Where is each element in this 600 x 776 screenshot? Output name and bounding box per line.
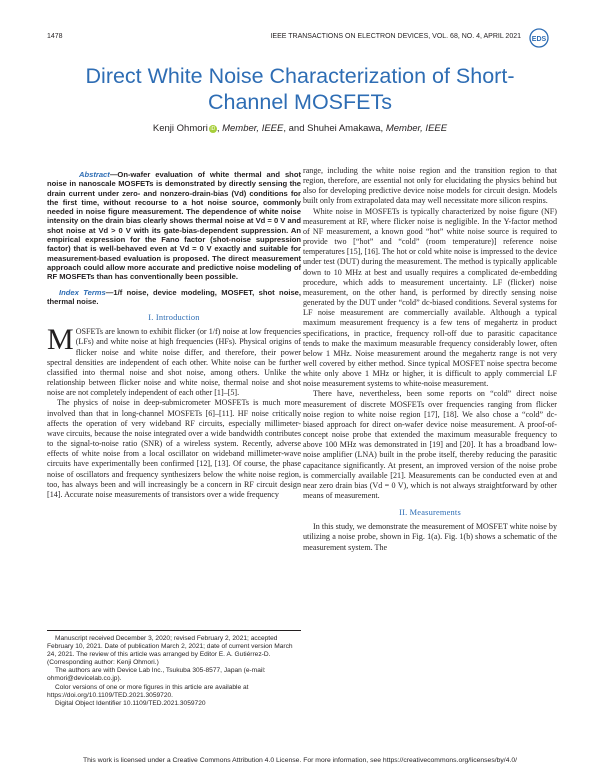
running-header <box>47 33 553 45</box>
body-paragraph: There have, nevertheless, been some reports on “cold” direct noise measurement of discrete MOSFETs over frequencies ranging from flicker noise region to white noise region [17], [18]. We also chose a “cold” dc-biased approach for direct on-wafer device noise measurement. A proof-of-concept noise probe that extended the maximum measurable frequency to above 100 MHz was demonstrated in [19] and [20]. It has a broadband low-noise amplifier (LNA) built in the probe itself, thereby reducing the parasitic capacitance significantly. At present, an improved version of the noise probe is commercially available [21]. Measurements can be conducted even at and near zero drain bias (Vd = 0 V), which is not always straightforward by other means of measurement. <box>303 389 557 500</box>
intro-paragraph: The physics of noise in deep-submicrometer MOSFETs is much more involved than that in long-channel MOSFETs [6]–[11]. HF noise critically affects the operation of very wideband RF circuits, especially millimeter-wave circuits, because the noise integrated over a wide bandwidth contributes to the signal-to-noise ratio (SNR) of a wireless system. Recently, adverse effects of white noise from a local oscillator on wideband millimeter-wave circuits have experimentally been confirmed [12], [13]. Of course, the phase noise of oscillators and frequency synthesizers below the white noise region, too, has always been and will increasingly be a concern in RF circuit design [14]. Accurate noise measurements of transistors over a wide frequency <box>47 398 301 499</box>
author-2: , and Shuhei Amakawa, <box>283 123 384 134</box>
left-column <box>47 170 301 500</box>
abstract-label: Abstract <box>79 170 110 179</box>
index-terms-label: Index Terms <box>59 287 106 297</box>
section-heading-introduction: I. Introduction <box>148 313 200 323</box>
journal-name: IEEE TRANSACTIONS ON ELECTRON DEVICES, VOL. 68, NO. 4, APRIL 2021 <box>270 33 521 40</box>
body-paragraph: White noise in MOSFETs is typically characterized by noise figure (NF) measurement at RF, where flicker noise is negligible. In the Y-factor method of NF measurement, a known good “hot” white noise source is required to provide two [“hot” and “cold” (room temperature)] reference noise temperatures [15], [16]. The hot or cold white noise is impressed to the device under test (DUT) during the measurement. The method is typically applicable down to 10 MHz at best and usually requires a complicated de-embedding procedure, which adds to measurement uncertainty. LF (flicker) noise measurement, on the other hand, is performed by directly sensing noise generated by the DUT under “cold” dc-biased conditions. Several systems for LF noise measurement are commercially available. Although a typical maximum measurement frequency is a few tens of megahertz in product specifications, in practice, frequency roll-off due to parasitic capacitance tends to make the maximum measurable frequency considerably lower, often below 1 MHz. Noise measurement around the megahertz range is not very well covered by either method. Since typical MOSFET noise spectra become white only above 1 MHz or higher, it is difficult to apply commercial LF noise measurement systems to white-noise measurement. <box>303 206 557 389</box>
intro-paragraph: M OSFETs are known to exhibit flicker (or 1/f) noise at low frequencies (LFs) and white noise at high frequencies (HFs). Physical origins of flicker noise and white noise differ, and therefore, their power spectral densities are independent of each other. White noise can be further classified into thermal noise and shot noise, among others. Unlike the relationship between flicker noise and white noise, thermal noise and shot noise are not completely independent of each other [1]–[5]. <box>47 323 301 398</box>
author-2-role: Member, IEEE <box>385 123 448 134</box>
footnote: Color versions of one or more figures in this article are available at https://doi.org/10.1109/TED.2021.3059720. <box>47 683 249 699</box>
footnote: The authors are with Device Lab Inc., Tsukuba 305-8577, Japan (e-mail: ohmori@devicelab.co.jp). <box>47 667 266 683</box>
author-1-role: Member, IEEE <box>222 123 284 134</box>
footnote-rule <box>47 630 301 631</box>
svg-text:EDS: EDS <box>531 36 547 43</box>
paper-title: Direct White Noise Characterization of Short-Channel MOSFETs <box>85 64 515 114</box>
author-1: Kenji Ohmori <box>152 123 208 134</box>
license-notice: This work is licensed under a Creative Commons Attribution 4.0 License. For more information, see https://creativecommons.org/licenses/by/4.0/ <box>82 757 518 764</box>
right-column <box>303 166 557 553</box>
footnote: Manuscript received December 3, 2020; revised February 2, 2021; accepted February 10, 2021. Date of publication March 2, 2021; date of current version March 24, 2021. The review of this article was arranged by Editor E. A. Gutiérrez-D. (Corresponding author: Kenji Ohmori.) <box>47 635 293 667</box>
eds-logo-icon <box>525 27 553 49</box>
page-number: 1478 <box>47 33 63 40</box>
footnote: Digital Object Identifier 10.1109/TED.2021.3059720 <box>55 699 206 707</box>
abstract-text: —On-wafer evaluation of white thermal and shot noise in nanoscale MOSFETs is demonstrated by directly sensing the drain current under zero- and nonzero-drain-bias (Vd) conditions for the first time, without recourse to a hot noise source, commonly needed in noise figure measurement. The dependence of white noise intensity on the drain bias clearly shows thermal noise at Vd = 0 V and shot noise at Vd > 0 V with its gate-bias-dependent suppression. An empirical expression for the Fano factor (shot-noise suppression factor) that is well-behaved even at Vd = 0 V exactly and suitable for measurement-based evaluation is proposed. The direct measurement approach could allow more accurate and predictive noise modeling of RF MOSFETs than has conventionally been possible. <box>47 170 301 282</box>
body-paragraph: range, including the white noise region and the transition region to that region, therefore, are essential not only for elucidating the physics behind but also for developing predictive device noise models for circuit design. Models built only from extrapolated data may well necessitate more silicon respins. <box>303 166 557 206</box>
drop-cap: M <box>47 323 74 357</box>
index-terms-text: —1/f noise, device modeling, MOSFET, shot noise, thermal noise. <box>47 287 301 306</box>
footnotes <box>47 635 303 708</box>
body-paragraph: In this study, we demonstrate the measurement of MOSFET white noise by utilizing a noise probe, shown in Fig. 1(a). Fig. 1(b) shows a schematic of the measurement system. The <box>303 522 557 552</box>
orcid-icon[interactable]: iD <box>210 126 216 132</box>
index-terms <box>47 288 301 307</box>
section-heading-measurements: II. Measurements <box>399 508 461 518</box>
author-line: Kenji Ohmori iD , Member, IEEE, and Shuhei Amakawa, Member, IEEE <box>152 123 448 134</box>
abstract <box>47 170 301 282</box>
